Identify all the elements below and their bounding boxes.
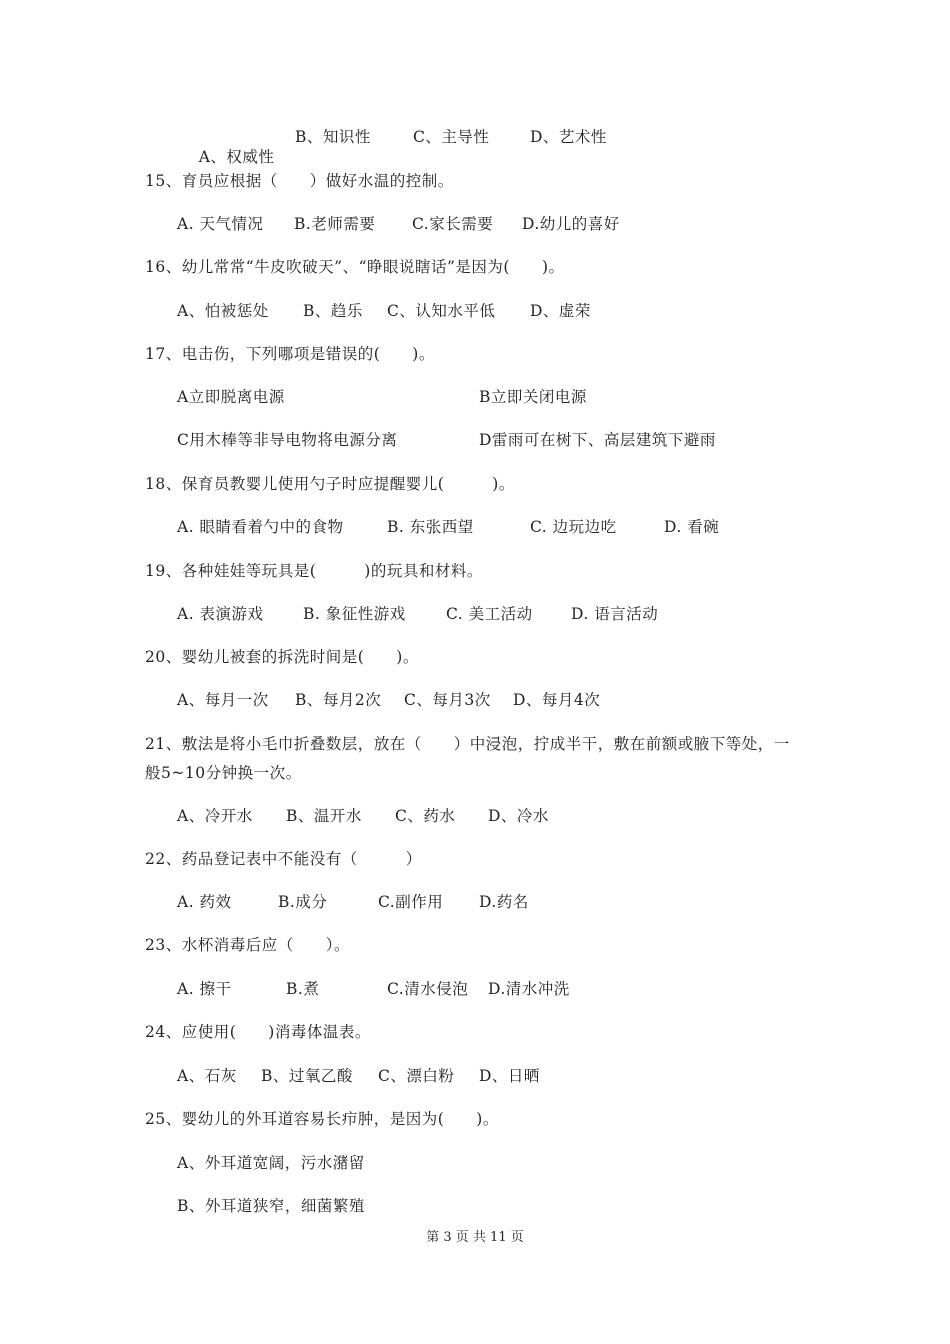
option: A. 表演游戏: [177, 605, 264, 623]
option: A. 药效: [177, 893, 232, 911]
option: C. 美工活动: [446, 605, 533, 623]
option: B.煮: [286, 980, 320, 998]
question-stem: 23、水杯消毒后应（ ）。: [145, 936, 350, 954]
question-stem-continuation: 般5~10分钟换一次。: [145, 764, 302, 782]
question-stem: 15、育员应根据（ ）做好水温的控制。: [145, 172, 454, 190]
question-stem: 16、幼儿常常“牛皮吹破天”、“睁眼说瞎话”是因为( )。: [145, 258, 565, 276]
option: B、趋乐: [303, 302, 363, 320]
option: D.幼儿的喜好: [522, 215, 620, 233]
option: D. 语言活动: [571, 605, 659, 623]
option: B、温开水: [286, 807, 362, 825]
option: A立即脱离电源: [177, 388, 285, 406]
option: B、过氧乙酸: [261, 1067, 353, 1085]
option: A. 擦干: [177, 980, 232, 998]
option: C、主导性: [413, 128, 490, 146]
question-stem: 20、婴幼儿被套的拆洗时间是( )。: [145, 648, 419, 666]
option: C. 边玩边吃: [530, 518, 617, 536]
question-stem: 17、电击伤，下列哪项是错误的( )。: [145, 345, 435, 363]
option: D、虚荣: [530, 302, 591, 320]
question-stem: 25、婴幼儿的外耳道容易长疖肿，是因为( )。: [145, 1110, 499, 1128]
option: C.清水侵泡: [387, 980, 469, 998]
option: D、艺术性: [530, 128, 607, 146]
option: B、每月2次: [295, 691, 382, 709]
option: B. 象征性游戏: [303, 605, 406, 623]
option: A、石灰: [177, 1067, 237, 1085]
option: C、药水: [395, 807, 456, 825]
option: C、漂白粉: [378, 1067, 455, 1085]
option: D雷雨可在树下、高层建筑下避雨: [479, 431, 716, 449]
option: D.药名: [479, 893, 529, 911]
option: D、日晒: [479, 1067, 540, 1085]
option: A、每月一次: [177, 691, 269, 709]
option: B、外耳道狭窄，细菌繁殖: [177, 1197, 365, 1215]
option: B. 东张西望: [387, 518, 474, 536]
option: B立即关闭电源: [479, 388, 587, 406]
option: A、权威性: [198, 148, 275, 166]
option: A、冷开水: [177, 807, 253, 825]
option: A. 天气情况: [177, 215, 264, 233]
question-stem: 18、保育员教婴儿使用勺子时应提醒婴儿( )。: [145, 475, 515, 493]
option: D、冷水: [488, 807, 549, 825]
option: C用木棒等非导电物将电源分离: [177, 431, 398, 449]
page-footer: 第 3 页 共 11 页: [426, 1230, 524, 1245]
option: A、外耳道宽阔，污水潴留: [177, 1154, 365, 1172]
option: B.老师需要: [294, 215, 376, 233]
option: D. 看碗: [664, 518, 720, 536]
question-stem: 22、药品登记表中不能没有（ ）: [145, 850, 422, 868]
option: C、认知水平低: [387, 302, 496, 320]
option: A. 眼睛看着勺中的食物: [177, 518, 344, 536]
question-stem: 19、各种娃娃等玩具是( )的玩具和材料。: [145, 562, 483, 580]
option: C.家长需要: [412, 215, 494, 233]
option: D、每月4次: [513, 691, 601, 709]
question-stem: 24、应使用( )消毒体温表。: [145, 1023, 371, 1041]
option: C.副作用: [378, 893, 444, 911]
option: B、知识性: [295, 128, 371, 146]
option: D.清水冲洗: [488, 980, 570, 998]
question-stem: 21、敷法是将小毛巾折叠数层，放在（ ）中浸泡，拧成半干，敷在前额或腋下等处，一: [145, 735, 790, 753]
option: C、每月3次: [404, 691, 491, 709]
option: A、怕被惩处: [177, 302, 269, 320]
option: B.成分: [278, 893, 328, 911]
